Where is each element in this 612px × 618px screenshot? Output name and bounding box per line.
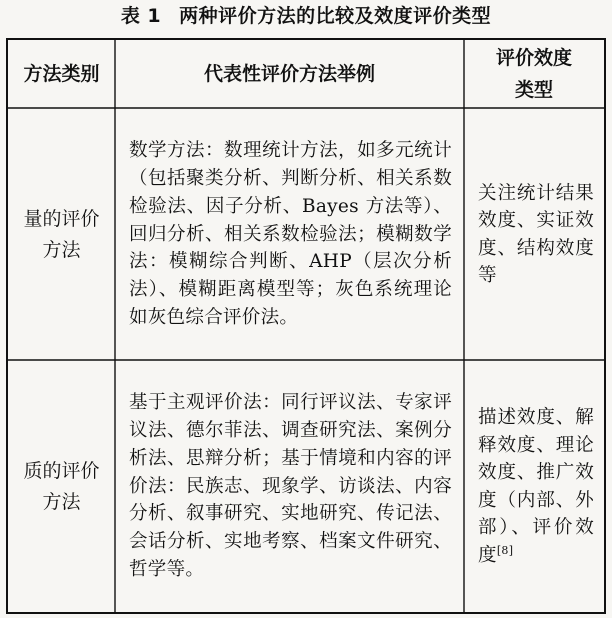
- row-qualitative-category: [8, 361, 115, 612]
- row-qualitative-validity-text: [478, 404, 594, 569]
- row-qualitative-category-line2: 方法: [42, 490, 81, 513]
- row-qualitative-validity: [464, 361, 604, 612]
- row-quantitative-category-line2: 方法: [42, 238, 81, 261]
- row-qualitative-methods: [115, 361, 464, 612]
- row-quantitative-validity: [464, 109, 604, 360]
- header-validity-type-line1: 评价效度: [495, 47, 572, 69]
- row-qualitative-methods-text: 基于主观评价法：同行评议法、专家评议法、德尔菲法、调查研究法、案例分析法、思辩分析；基于情境和内容的评价法：民族志、现象学、访谈法、内容分析、叙事研究、实地研究、传记法、会话分析、实地考察、档案文件研究、哲学等。: [129, 392, 452, 580]
- header-validity-type: [464, 40, 604, 108]
- row-qualitative-category-line1: 质的评价: [23, 459, 100, 482]
- table-caption: [0, 2, 612, 30]
- table-number: 表 1: [120, 5, 162, 27]
- row-qualitative-validity-content: 描述效度、解释效度、理论效度、推广效度（内部、外部）、评价效度: [478, 407, 594, 566]
- citation-ref: [8]: [496, 543, 514, 557]
- row-quantitative-methods-text: 数学方法：数理统计方法，如多元统计（包括聚类分析、判断分析、相关系数检验法、因子分析、Bayes 方法等）、回归分析、相关系数检验法；模糊数学法：模糊综合判断、AHP（层次分析法）、模糊距离模型等；灰色系统理论如灰色综合评价法。: [129, 140, 452, 328]
- table-title: 两种评价方法的比较及效度评价类型: [179, 5, 492, 27]
- header-representative-methods-label: 代表性评价方法举例: [203, 63, 375, 85]
- row-quantitative-category-line1: 量的评价: [23, 207, 100, 230]
- header-representative-methods: [115, 40, 464, 108]
- header-method-category: [8, 40, 115, 108]
- row-quantitative-methods: [115, 109, 464, 360]
- row-quantitative-validity-text: 关注统计结果效度、实证效度、结构效度等: [478, 182, 594, 286]
- header-validity-type-line2: 类型: [514, 79, 553, 101]
- row-quantitative-category: [8, 109, 115, 360]
- header-method-category-label: 方法类别: [23, 63, 100, 85]
